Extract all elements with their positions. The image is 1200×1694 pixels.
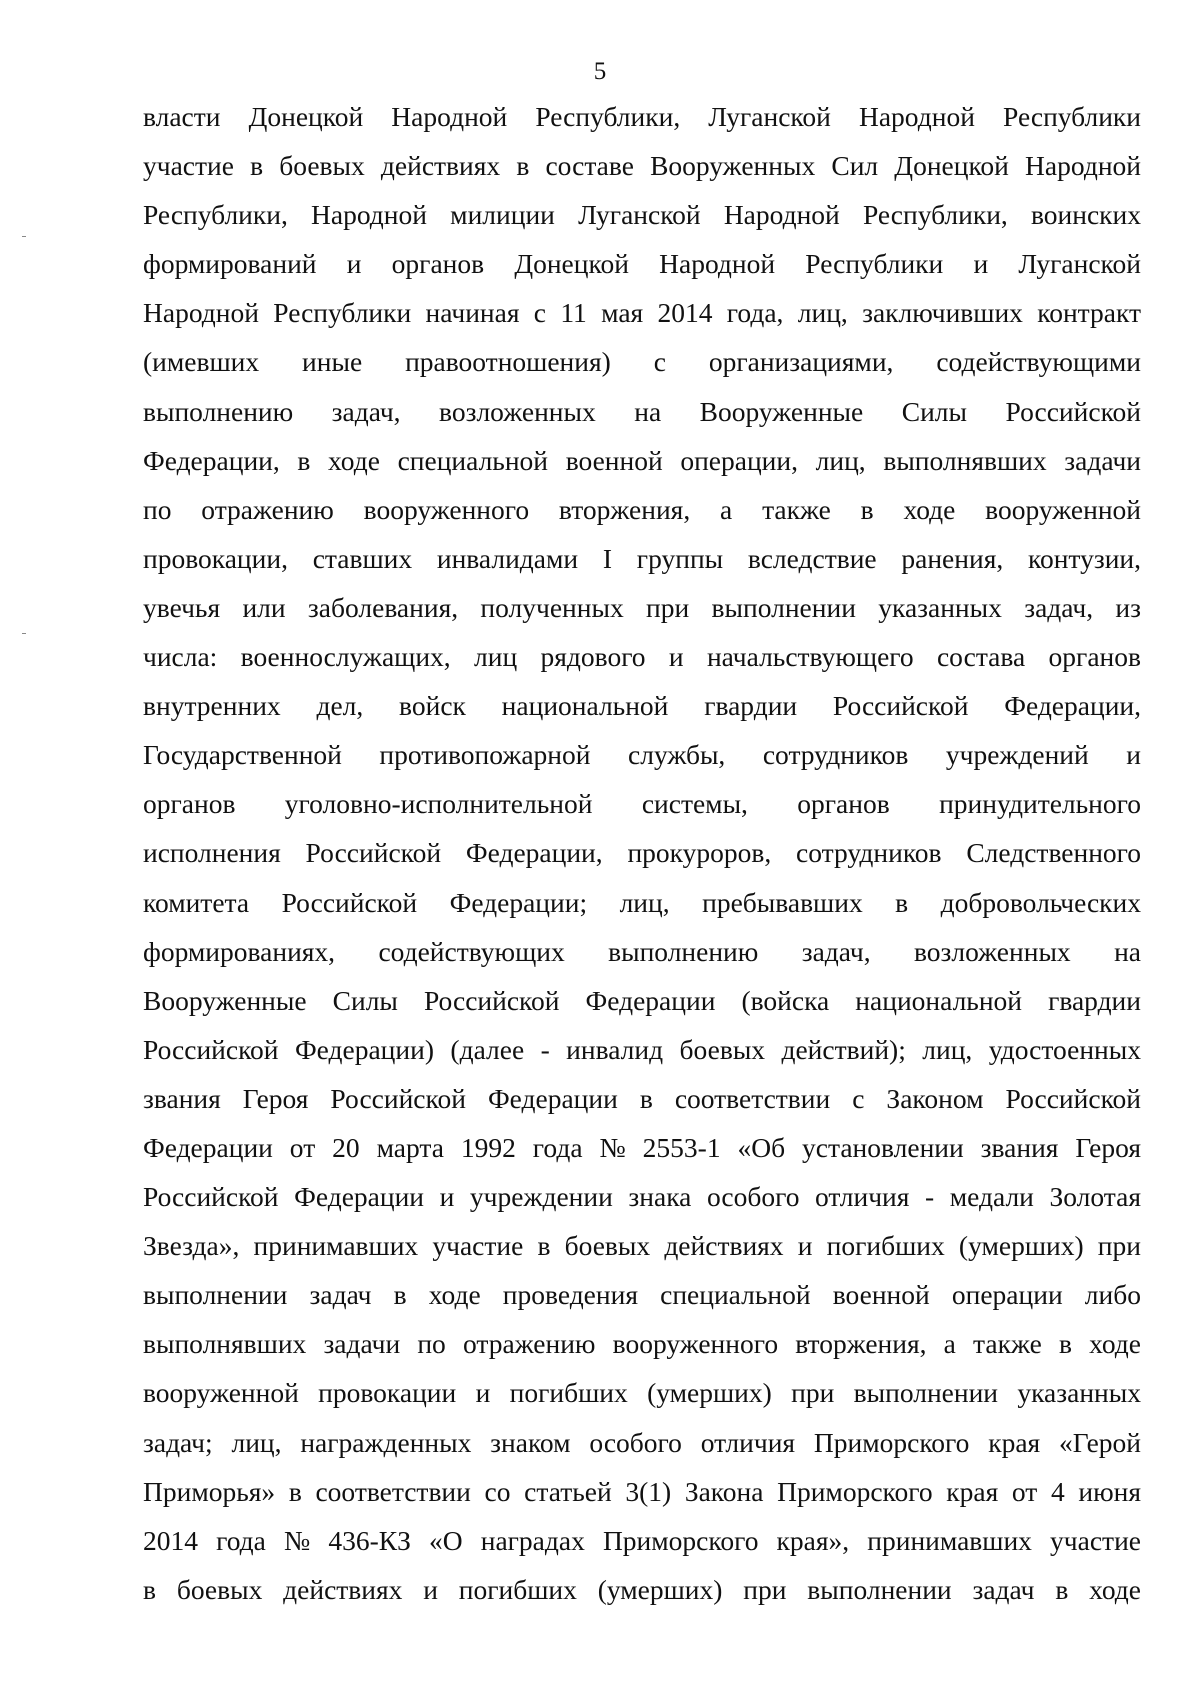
scan-margin-mark <box>22 633 26 634</box>
text-line: Российской Федерации и учреждении знака особого отличия - медали Золотая <box>143 1181 1141 1213</box>
text-line: формированиях, содействующих выполнению задач, возложенных на <box>143 935 1141 967</box>
text-line: выполнявших задачи по отражению вооруженного вторжения, а также в ходе <box>143 1328 1141 1360</box>
text-line: Приморья» в соответствии со статьей 3(1) Закона Приморского края от 4 июня <box>143 1475 1141 1507</box>
text-line: власти Донецкой Народной Республики, Луганской Народной Республики <box>143 101 1141 132</box>
text-line: выполнении задач в ходе проведения специальной военной операции либо <box>143 1279 1141 1311</box>
text-line: комитета Российской Федерации; лиц, пребывавших в добровольческих <box>143 886 1141 918</box>
text-line: Вооруженные Силы Российской Федерации (войска национальной гвардии <box>143 984 1141 1016</box>
text-line: Народной Республики начиная с 11 мая 2014 года, лиц, заключивших контракт <box>143 297 1141 329</box>
text-line: (имевших иные правоотношения) с организациями, содействующими <box>143 346 1141 378</box>
scan-margin-mark <box>22 236 26 237</box>
text-line: Республики, Народной милиции Луганской Народной Республики, воинских <box>143 199 1141 231</box>
text-line: в боевых действиях и погибших (умерших) при выполнении задач в ходе <box>143 1573 1141 1605</box>
text-line: звания Героя Российской Федерации в соответствии с Законом Российской <box>143 1082 1141 1114</box>
text-line: числа: военнослужащих, лиц рядового и начальствующего состава органов <box>143 641 1141 673</box>
text-line: Федерации, в ходе специальной военной операции, лиц, выполнявших задачи <box>143 444 1141 476</box>
text-line: выполнению задач, возложенных на Вооруженные Силы Российской <box>143 395 1141 427</box>
text-line: Российской Федерации) (далее - инвалид боевых действий); лиц, удостоенных <box>143 1033 1141 1065</box>
text-line: увечья или заболевания, полученных при выполнении указанных задач, из <box>143 591 1141 623</box>
body-text <box>143 92 1141 1614</box>
text-line: исполнения Российской Федерации, прокуроров, сотрудников Следственного <box>143 837 1141 869</box>
text-line: вооруженной провокации и погибших (умерших) при выполнении указанных <box>143 1377 1141 1409</box>
text-line: Звезда», принимавших участие в боевых действиях и погибших (умерших) при <box>143 1230 1141 1262</box>
text-line: по отражению вооруженного вторжения, а также в ходе вооруженной <box>143 493 1141 525</box>
text-line: органов уголовно-исполнительной системы, органов принудительного <box>143 788 1141 820</box>
text-line: внутренних дел, войск национальной гвардии Российской Федерации, <box>143 690 1141 722</box>
text-line: Федерации от 20 марта 1992 года № 2553-1 «Об установлении звания Героя <box>143 1131 1141 1163</box>
text-line: 2014 года № 436-КЗ «О наградах Приморского края», принимавших участие <box>143 1524 1141 1556</box>
text-line: Государственной противопожарной службы, сотрудников учреждений и <box>143 739 1141 771</box>
page-number: 5 <box>593 58 607 85</box>
text-line: провокации, ставших инвалидами I группы вследствие ранения, контузии, <box>143 542 1141 574</box>
text-line: задач; лиц, награжденных знаком особого отличия Приморского края «Герой <box>143 1426 1141 1458</box>
text-line: формирований и органов Донецкой Народной Республики и Луганской <box>143 248 1141 280</box>
text-line: участие в боевых действиях в составе Вооруженных Сил Донецкой Народной <box>143 150 1141 182</box>
